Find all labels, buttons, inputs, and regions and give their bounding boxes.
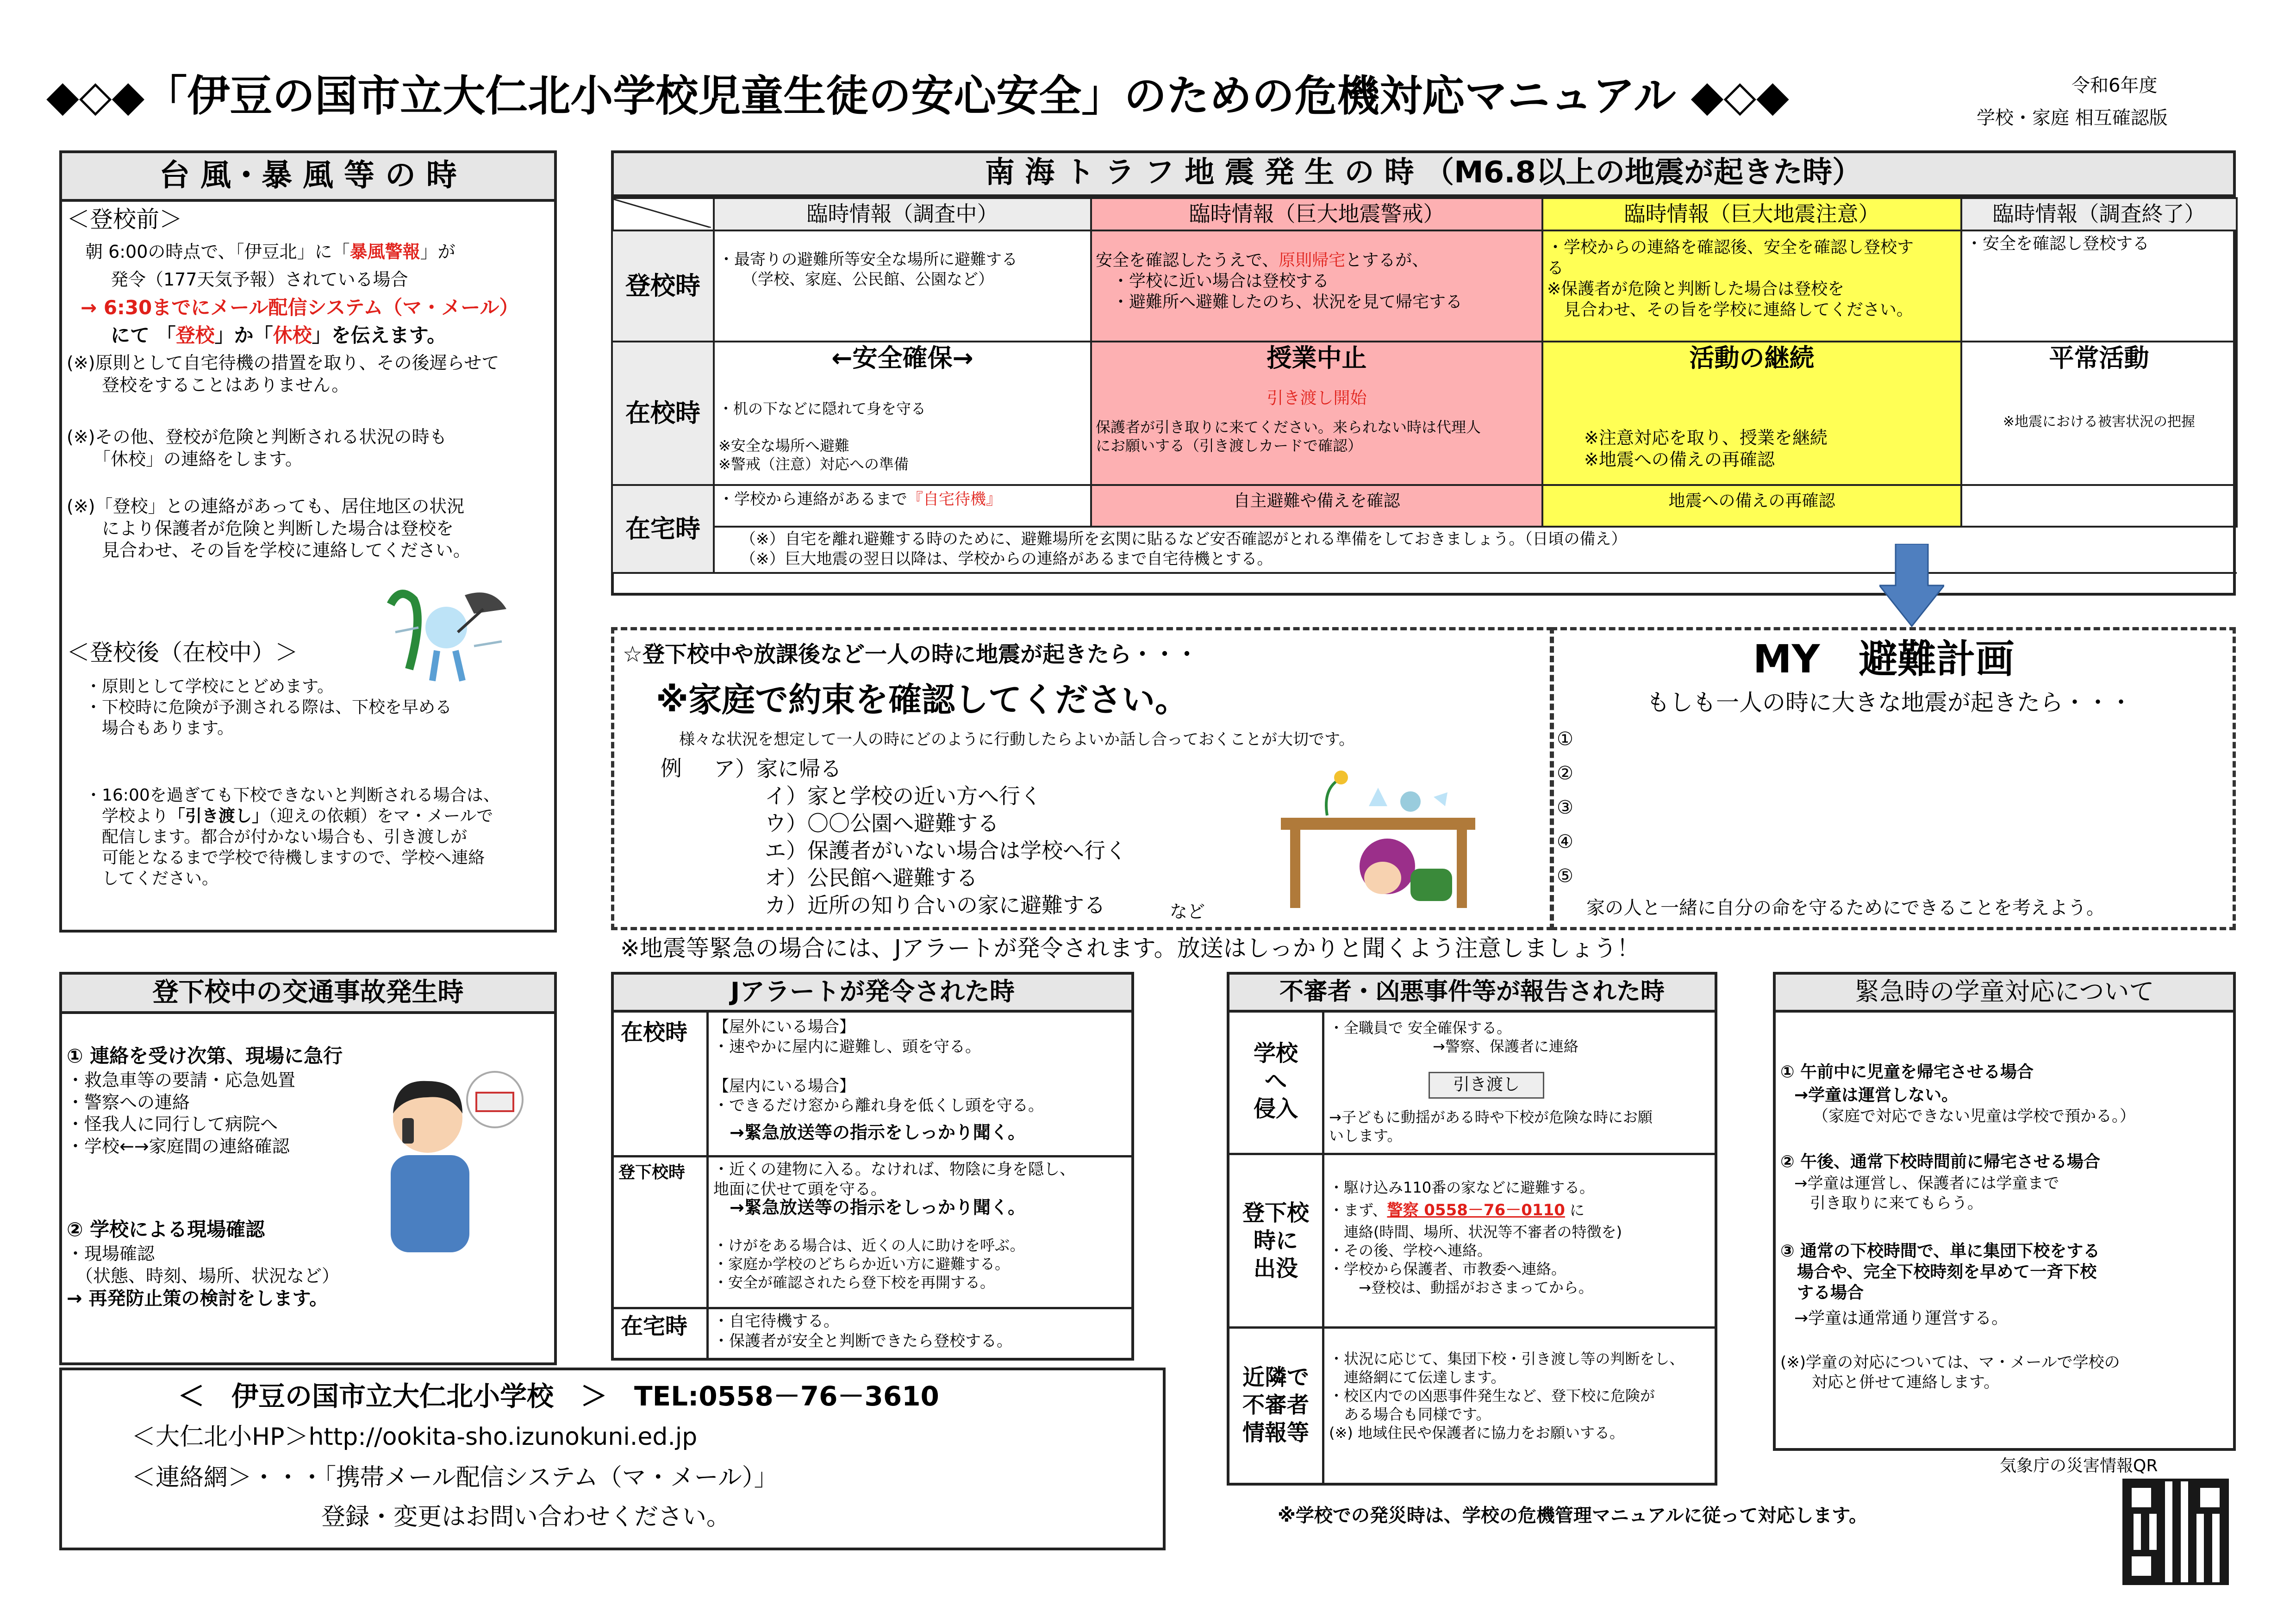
- list-item: イ）家と学校の近い方へ行く: [765, 784, 1042, 808]
- storm-announce-line: 発令（177天気予報）されている場合: [111, 269, 408, 290]
- jalert-title: Jアラートが発令された時: [614, 975, 1131, 1013]
- rush-to-scene: ① 連絡を受け次第、現場に急行: [67, 1045, 343, 1067]
- r3-mega-advisory: 地震への備えの再確認: [1542, 485, 1961, 527]
- jalert-section: [611, 972, 1134, 1361]
- care-case-1-result: →学童は運営しない。: [1794, 1086, 1959, 1105]
- r2-investigating: ・机の下などに隠れて身を守る ※安全な場所へ避難 ※警戒（注意）対応への準備: [718, 399, 926, 473]
- handover-note: ・16:00を過ぎても下校できないと判断される場合は、 学校より「引き渡し」（迎えの依頼）をマ・メールで 配信します。都合が付かない場合も、引き渡しが 可能となるまで学校で待機しますので、学校へ連絡 してください。: [85, 786, 500, 888]
- jalert-at-school: 在校時: [621, 1020, 688, 1045]
- child-under-desk-illustration: [1272, 769, 1485, 913]
- row-at-school: 在校時: [612, 342, 714, 485]
- site-check-details: ・現場確認 （状態、時刻、場所、状況など）: [67, 1244, 340, 1286]
- intrusion-label: 学校 へ 侵入: [1253, 1040, 1298, 1122]
- page-title: ◆◇◆「伊豆の国市立大仁北小学校児童生徒の安心安全」のための危機対応マニュアル ◆◇◆: [46, 71, 1789, 121]
- plan-number-1: ①: [1557, 728, 1573, 750]
- alone-heading: ☆登下校中や放課後など一人の時に地震が起きたら・・・: [623, 641, 1198, 667]
- scene-actions: ・救急車等の要請・応急処置 ・警察への連絡 ・怪我人に同行して病院へ ・学校←→家庭間の連絡確認: [67, 1070, 296, 1157]
- plan-number-5: ⑤: [1557, 865, 1573, 887]
- mail-deadline-line: → 6:30までにメール配信システム（マ・メール）: [81, 296, 519, 319]
- prevent-recurrence: → 再発防止策の検討をします。: [67, 1288, 328, 1309]
- care-case-2: ② 午後、通常下校時間前に帰宅させる場合: [1780, 1152, 2101, 1171]
- sighting-text-2: 連絡(時間、場所、状況等不審者の特徴を) ・その後、学校へ連絡。 ・学校から保護者、市教委へ連絡。 →登校は、動揺がおさまってから。: [1329, 1223, 1622, 1296]
- my-plan-title: MY 避難計画: [1753, 636, 2015, 682]
- list-item: ウ）〇〇公園へ避難する: [765, 811, 999, 836]
- traffic-title: 登下校中の交通事故発生時: [62, 975, 554, 1014]
- col-mega-advisory: 臨時情報（巨大地震注意）: [1542, 198, 1961, 230]
- jalert-commuting-text: ・近くの建物に入る。なければ、物陰に身を隠し、 地面に伏せて頭を守る。: [713, 1160, 1075, 1199]
- school-phone: ＜ 伊豆の国市立大仁北小学校 ＞ TEL:0558－76－3610: [178, 1380, 939, 1412]
- storm-illustration: [381, 577, 516, 683]
- typhoon-note-1: (※)原則として自宅待機の措置を取り、その後遅らせて 登校をすることはありません。: [67, 353, 499, 395]
- care-case-3: ③ 通常の下校時間で、単に集団下校をする 場合や、完全下校時刻を早めて一斉下校 する場合: [1780, 1242, 2100, 1302]
- after-school-care-section: [1773, 972, 2236, 1451]
- before-school-heading: ＜登校前＞: [67, 206, 182, 233]
- typhoon-note-2: (※)その他、登校が危険と判断される状況の時も 「休校」の連絡をします。: [67, 427, 447, 469]
- continue-activity-label: 活動の継続: [1689, 343, 1815, 373]
- typhoon-note-3: (※)「登校」との連絡があっても、居住地区の状況 により保護者が危険と判断した場合は登校を 見合わせ、その旨を学校に連絡してください。: [67, 496, 471, 560]
- row-commute-to-school: 登校時: [612, 230, 714, 342]
- police-contact: ・まず、警察 0558－76－0110 に: [1329, 1201, 1585, 1219]
- alone-quake-section: [611, 627, 1553, 930]
- jalert-at-school-text: 【屋外にいる場合】 ・速やかに屋内に避難し、頭を守る。 【屋内にいる場合】 ・できるだけ窓から離れ身を低くし頭を守る。: [713, 1018, 1044, 1115]
- jalert-commuting: 登下校時: [618, 1163, 686, 1182]
- sighting-text-1: ・駆け込み110番の家などに避難する。: [1329, 1179, 1595, 1196]
- jalert-listen-1: →緊急放送等の指示をしっかり聞く。: [730, 1122, 1026, 1143]
- plan-number-2: ②: [1557, 763, 1573, 784]
- school-homepage[interactable]: ＜大仁北小HP＞http://ookita-sho.izunokuni.ed.jp: [131, 1423, 698, 1451]
- r1-mega-warning: 安全を確認したうえで、原則帰宅とするが、 ・学校に近い場合は登校する ・避難所へ避難したのち、状況を見て帰宅する: [1091, 230, 1542, 342]
- jalert-at-home-text: ・自宅待機する。 ・保護者が安全と判断できたら登校する。: [713, 1312, 1012, 1350]
- quake-response-table: [611, 197, 2238, 574]
- contact-network: ＜連絡網＞・・・「携帯メール配信システム（マ・メール）」: [131, 1464, 778, 1492]
- nankai-title: 南 海 ト ラ フ 地 震 発 生 の 時 （M6.8以上の地震が起きた時）: [614, 153, 2233, 197]
- r2-ended: ※地震における被害状況の把握: [2003, 413, 2196, 430]
- confirm-family-promise: ※家庭で約束を確認してください。: [656, 680, 1188, 719]
- intruder-section: [1227, 972, 1717, 1486]
- r1-ended: ・安全を確認し登校する: [1961, 230, 2237, 342]
- handover-start: 引き渡し開始: [1267, 388, 1367, 408]
- jalert-notice: ※地震等緊急の場合には、Jアラートが発令されます。放送はしっかりと聞くよう注意しましょう！: [620, 935, 1640, 962]
- list-item: カ）近所の知り合いの家に避難する: [765, 893, 1105, 918]
- in-school-notes: ・原則として学校にとどめます。 ・下校時に危険が予測される際は、下校を早める 場合もあります。: [85, 677, 452, 738]
- plan-number-4: ④: [1557, 831, 1573, 852]
- quake-footnotes: （※）自宅を離れ避難する時のために、避難場所を玄関に貼るなど安否確認がとれる準備をしておきましょう。（日頃の備え） （※）巨大地震の翌日以降は、学校からの連絡があるまで自宅待機とする。: [714, 527, 2237, 573]
- my-evacuation-plan: [1551, 627, 2236, 930]
- typhoon-section: [59, 150, 557, 933]
- list-item: オ）公民館へ避難する: [765, 865, 978, 890]
- r3-investigating: ・学校から連絡があるまで『自宅待機』: [714, 485, 1091, 527]
- care-title: 緊急時の学童対応について: [1776, 975, 2233, 1013]
- col-investigation-ended: 臨時情報（調査終了）: [1961, 198, 2237, 230]
- col-mega-warning: 臨時情報（巨大地震警戒）: [1091, 198, 1542, 230]
- fiscal-year: 令和6年度: [2071, 75, 2158, 96]
- row-at-home: 在宅時: [612, 485, 714, 573]
- plan-number-3: ③: [1557, 797, 1573, 818]
- school-disaster-note: ※学校での発災時は、学校の危機管理マニュアルに従って対応します。: [1278, 1505, 1868, 1526]
- attend-or-close-line: にて 「登校」か「休校」を伝えます。: [111, 324, 447, 347]
- neighborhood-text: ・状況に応じて、集団下校・引き渡し等の判断をし、 連絡網にて伝達します。 ・校区内での凶悪事件発生など、登下校に危険が ある場合も同様です。 (※) 地域住民や保護者に協力をお願いする。: [1329, 1350, 1685, 1442]
- school-site-check: ② 学校による現場確認: [67, 1218, 265, 1241]
- jalert-at-home: 在宅時: [621, 1313, 688, 1339]
- example-label: 例: [661, 756, 682, 781]
- commute-sighting-label: 登下校 時に 出没: [1242, 1200, 1309, 1281]
- care-case-2-result: →学童は運営し、保護者には学童まで 引き取りに来てもらう。: [1794, 1174, 2059, 1213]
- intruder-title: 不審者・凶悪事件等が報告された時: [1229, 975, 1715, 1013]
- example-list: [714, 755, 1127, 919]
- intrusion-text-2: →子どもに動揺がある時や下校が危険な時にお願 いします。: [1329, 1108, 1653, 1144]
- my-plan-subtitle: もしも一人の時に大きな地震が起きたら・・・: [1647, 689, 2133, 716]
- col-investigating: 臨時情報（調査中）: [714, 198, 1091, 230]
- typhoon-title: 台 風・暴 風 等 の 時: [62, 153, 554, 202]
- list-item: ア）家に帰る: [714, 756, 842, 781]
- intrusion-text: ・全職員で 安全確保する。 →警察、保護者に連絡: [1329, 1019, 1578, 1055]
- version-label: 学校・家庭 相互確認版: [1977, 107, 2168, 129]
- care-case-1-note: （家庭で対応できない児童は学校で預かる。）: [1813, 1107, 2135, 1126]
- jalert-listen-2: →緊急放送等の指示をしっかり聞く。: [730, 1197, 1026, 1218]
- my-plan-footer: 家の人と一緒に自分の命を守るためにできることを考えよう。: [1586, 897, 2105, 919]
- alone-description: 様々な状況を想定して一人の時にどのように行動したらよいか話し合っておくことが大切です。: [679, 730, 1355, 749]
- care-case-3-result: →学童は通常通り運営する。: [1794, 1309, 2009, 1328]
- r2-mega-warning: 保護者が引き取りに来てください。来られない時は代理人 にお願いする（引き渡しカードで確認）: [1096, 418, 1481, 454]
- phone-boy-illustration: [377, 1067, 530, 1257]
- list-item: エ）保護者がいない場合は学校へ行く: [765, 838, 1127, 863]
- after-school-heading: ＜登校後（在校中）＞: [67, 639, 298, 666]
- storm-warning-line: 朝 6:00の時点で、「伊豆北」に「暴風警報」が: [85, 242, 455, 262]
- secure-safety-label: ←安全確保→: [831, 343, 973, 373]
- jalert-commuting-extra: ・けがをある場合は、近くの人に助けを呼ぶ。 ・家庭か学校のどちらか近い方に避難する。 ・安全が確認されたら登下校を再開する。: [713, 1237, 1025, 1291]
- normal-activity-label: 平常活動: [2049, 343, 2149, 373]
- r1-investigating: ・最寄りの避難所等安全な場所に避難する （学校、家庭、公民館、公園など）: [714, 230, 1091, 342]
- registration-note: 登録・変更はお問い合わせください。: [321, 1503, 731, 1531]
- nankai-quake-section: [611, 150, 2236, 596]
- class-cancel-label: 授業中止: [1267, 343, 1367, 373]
- r3-mega-warning: 自主避難や備えを確認: [1091, 485, 1542, 527]
- school-contact: [59, 1368, 1166, 1550]
- etc-label: など: [1170, 902, 1205, 922]
- down-arrow-icon: [1879, 544, 1944, 627]
- care-case-1: ① 午前中に児童を帰宅させる場合: [1780, 1063, 2034, 1082]
- jma-disaster-qr-code[interactable]: [2122, 1479, 2229, 1585]
- neighborhood-info-label: 近隣で 不審者 情報等: [1242, 1364, 1309, 1446]
- r2-mega-advisory: ※注意対応を取り、授業を継続 ※地震への備えの再確認: [1584, 427, 1828, 470]
- r1-mega-advisory: ・学校からの連絡を確認後、安全を確認し登校す る ※保護者が危険と判断した場合は登校を 見合わせ、その旨を学校に連絡してください。: [1542, 230, 1961, 342]
- care-note: (※)学童の対応については、マ・メールで学校の 対応と併せて連絡します。: [1780, 1353, 2120, 1392]
- traffic-accident-section: [59, 972, 557, 1365]
- handover-button: 引き渡し: [1429, 1072, 1544, 1099]
- qr-label: 気象庁の災害情報QR: [2000, 1456, 2158, 1475]
